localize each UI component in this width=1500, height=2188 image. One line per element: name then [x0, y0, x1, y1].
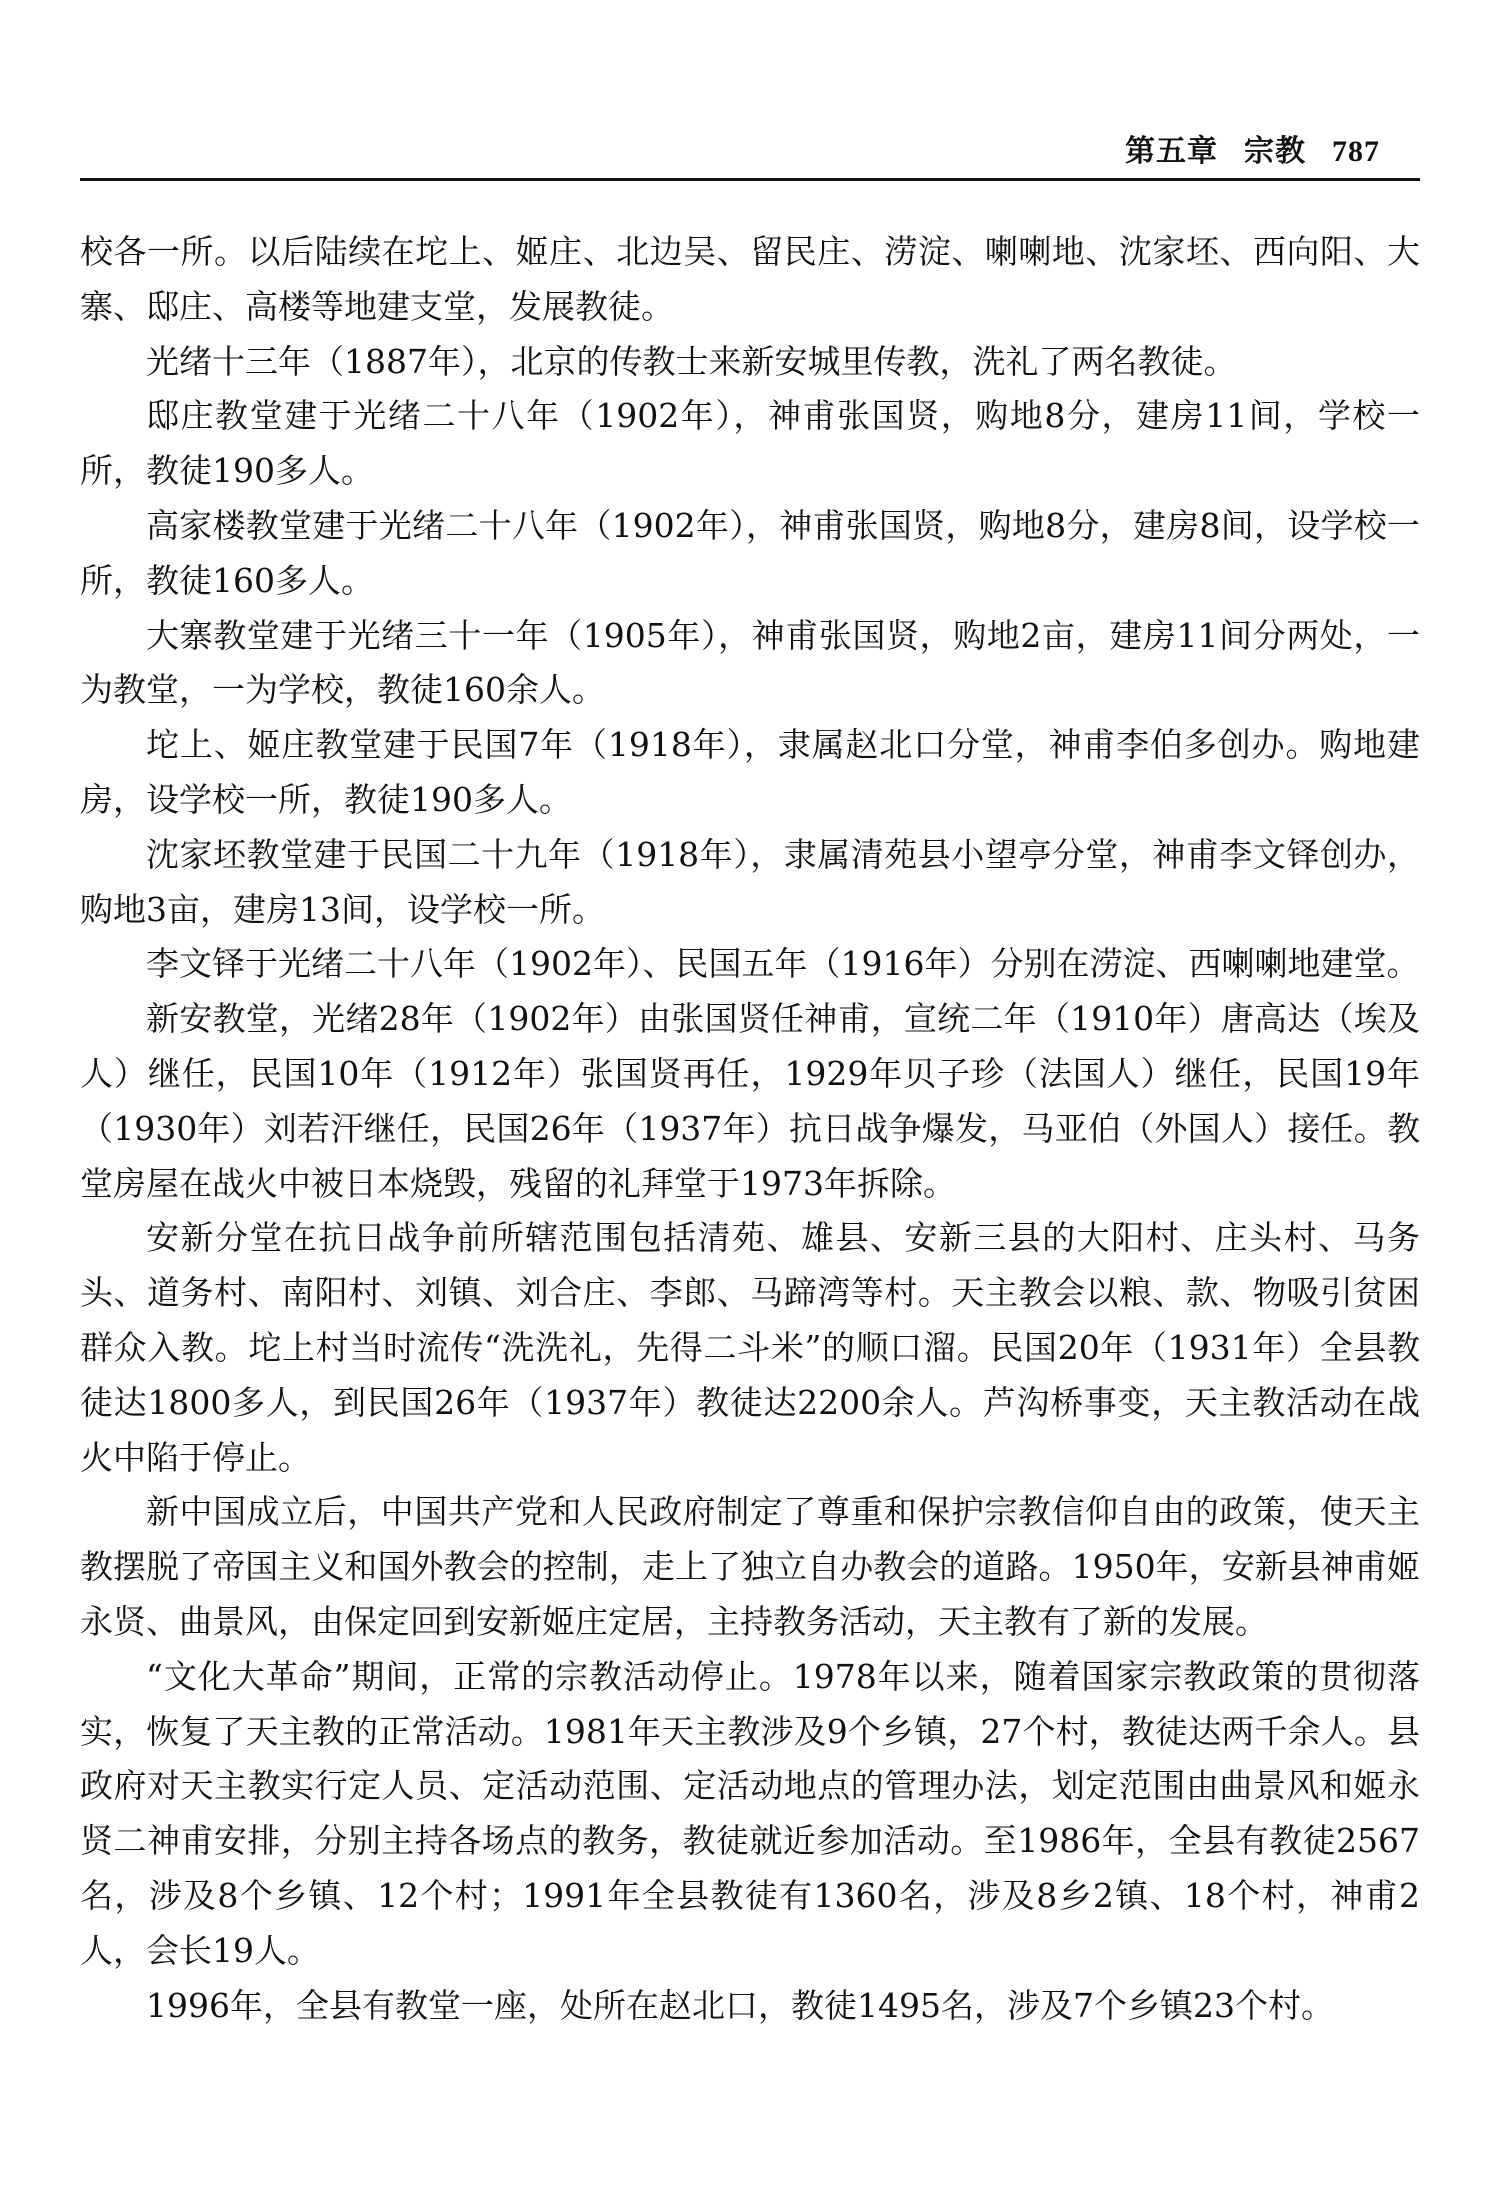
- body-text: [80, 225, 1420, 2033]
- section-title: 宗教: [1244, 134, 1306, 169]
- paragraph: 新安教堂，光绪28年（1902年）由张国贤任神甫，宣统二年（1910年）唐高达（埃及人）继任，民国10年（1912年）张国贤再任，1929年贝子珍（法国人）继任，民国19年（1930年）刘若汗继任，民国26年（1937年）抗日战争爆发，马亚伯（外国人）接任。教堂房屋在战火中被日本烧毁，残留的礼拜堂于1973年拆除。: [80, 999, 1420, 1203]
- chapter-title: 第五章: [1125, 134, 1218, 169]
- paragraph: 坨上、姬庄教堂建于民国7年（1918年），隶属赵北口分堂，神甫李伯多创办。购地建房，设学校一所，教徒190多人。: [80, 725, 1420, 819]
- paragraph: 校各一所。以后陆续在坨上、姬庄、北边吴、留民庄、涝淀、喇喇地、沈家坯、西向阳、大寨、邸庄、高楼等地建支堂，发展教徒。: [80, 232, 1420, 326]
- paragraph: 安新分堂在抗日战争前所辖范围包括清苑、雄县、安新三县的大阳村、庄头村、马务头、道务村、南阳村、刘镇、刘合庄、李郎、马蹄湾等村。天主教会以粮、款、物吸引贫困群众入教。坨上村当时流传“洗洗礼，先得二斗米”的顺口溜。民国20年（1931年）全县教徒达1800多人，到民国26年（1937年）教徒达2200余人。芦沟桥事变，天主教活动在战火中陷于停止。: [80, 1218, 1420, 1477]
- paragraph: “文化大革命”期间，正常的宗教活动停止。1978年以来，随着国家宗教政策的贯彻落实，恢复了天主教的正常活动。1981年天主教涉及9个乡镇，27个村，教徒达两千余人。县政府对天主教实行定人员、定活动范围、定活动地点的管理办法，划定范围由曲景风和姬永贤二神甫安排，分别主持各场点的教务，教徒就近参加活动。至1986年，全县有教徒2567名，涉及8个乡镇、12个村；1991年全县教徒有1360名，涉及8乡2镇、18个村，神甫2人，会长19人。: [80, 1656, 1420, 1970]
- paragraph: 新中国成立后，中国共产党和人民政府制定了尊重和保护宗教信仰自由的政策，使天主教摆脱了帝国主义和国外教会的控制，走上了独立自办教会的道路。1950年，安新县神甫姬永贤、曲景风，由保定回到安新姬庄定居，主持教务活动，天主教有了新的发展。: [80, 1492, 1420, 1641]
- paragraph: 高家楼教堂建于光绪二十八年（1902年），神甫张国贤，购地8分，建房8间，设学校一所，教徒160多人。: [80, 505, 1420, 600]
- running-head: [1125, 126, 1380, 170]
- paragraph: 1996年，全县有教堂一座，处所在赵北口，教徒1495名，涉及7个乡镇23个村。: [146, 1985, 1334, 2025]
- page-number: 787: [1332, 135, 1380, 168]
- paragraph: 沈家坯教堂建于民国二十九年（1918年），隶属清苑县小望亭分堂，神甫李文铎创办，购地3亩，建房13间，设学校一所。: [80, 834, 1420, 929]
- paragraph: 邸庄教堂建于光绪二十八年（1902年），神甫张国贤，购地8分，建房11间，学校一所，教徒190多人。: [80, 396, 1420, 491]
- page-header: [80, 128, 1420, 181]
- paragraph: 大寨教堂建于光绪三十一年（1905年），神甫张国贤，购地2亩，建房11间分两处，一为教堂，一为学校，教徒160余人。: [80, 615, 1420, 710]
- paragraph: 李文铎于光绪二十八年（1902年）、民国五年（1916年）分别在涝淀、西喇喇地建堂。: [146, 944, 1420, 984]
- paragraph: 光绪十三年（1887年），北京的传教士来新安城里传教，洗礼了两名教徒。: [146, 341, 1237, 381]
